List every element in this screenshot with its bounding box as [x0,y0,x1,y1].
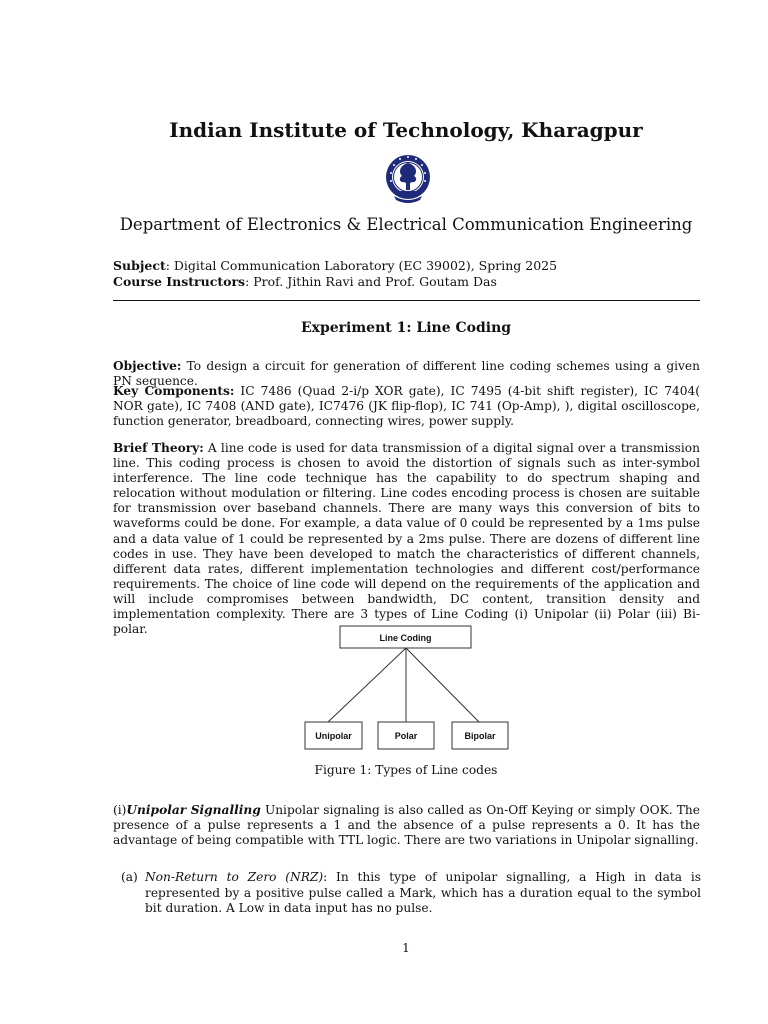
instructors-line [113,274,557,290]
components-paragraph [113,384,700,429]
instructors-label: Course Instructors [113,274,246,289]
theory-text: A line code is used for data transmission of a digital signal over a transmission line. This coding process is chosen to avoid the distortion of signals such as inter-symbol interference. The line code technique has the capability to do spectrum shaping and relocation without modulation or filtering. Line codes encoding process is chosen are suitable for transmission over baseband channels. There are many ways this conversion of bits to waveforms could be done. For example, a data value of 0 could be represented by a 1ms pulse and a data value of 1 could be represented by a 2ms pulse. There are dozens of different line codes in use. They have been developed to match the characteristics of different channels, different data rates, different implementation technologies and different cost/performance requirements. The choice of line code will depend on the requirements of the application and will include compromises between bandwidth, DC content, transition density and implementation complexity. There are 3 types of Line Coding (i) Unipolar (ii) Polar (iii) Bi-polar. [113,441,700,637]
iit-kharagpur-emblem-icon [384,150,432,204]
node-line-coding-label: Line Coding [379,633,432,643]
components-label: Key Components: [113,384,235,398]
objective-label: Objective: [113,359,182,373]
node-unipolar-label: Unipolar [315,731,352,741]
unipolar-paragraph [113,803,700,848]
theory-label: Brief Theory: [113,441,204,455]
objective-text: To design a circuit for generation of different line coding schemes using a given PN sequence. [113,359,700,389]
department-title: Department of Electronics & Electrical Communication Engineering [119,215,693,234]
node-polar-label: Polar [394,731,418,741]
nrz-text: : In this type of unipolar signalling, a High in data is represented by a positive pulse called a Mark, which has a duration equal to the symbol bit duration. A Low in data input has no pulse. [145,870,701,915]
line-coding-diagram [303,624,511,752]
subject-value: : Digital Communication Laboratory (EC 39002), Spring 2025 [165,258,558,273]
horizontal-divider [113,300,700,301]
theory-paragraph [113,441,700,637]
experiment-title: Experiment 1: Line Coding [300,320,512,336]
list-item-body [145,870,701,917]
unipolar-text: Unipolar signaling is also called as On-Off Keying or simply OOK. The presence of a pulse represents a 1 and the absence of a pulse represents a 0. It has the advantage of being compatible with TTL logic. There are two variations in Unipolar signalling. [113,803,700,848]
subject-label: Subject [113,258,166,273]
connector-to-unipolar [328,648,406,722]
unipolar-heading: Unipolar Signalling [126,803,261,817]
list-item [121,870,701,917]
unipolar-prefix: (i) [113,803,127,817]
institute-title: Indian Institute of Technology, Kharagpur [169,118,643,142]
connector-to-bipolar [406,648,479,722]
list-item-label: (a) [121,870,138,884]
components-text: IC 7486 (Quad 2-i/p XOR gate), IC 7495 (4-bit shift register), IC 7404( NOR gate), IC 7408 (AND gate), IC7476 (JK flip-flop), IC 741 (Op-Amp), ), digital oscilloscope, function generator, breadboard, connecting wires, power supply. [113,384,700,429]
node-bipolar-label: Bipolar [464,731,496,741]
subject-line [113,258,557,274]
figure-caption: Figure 1: Types of Line codes [314,763,498,777]
page-number: 1 [402,941,410,955]
instructors-value: : Prof. Jithin Ravi and Prof. Goutam Das [245,274,497,289]
nrz-term: Non-Return to Zero (NRZ) [145,870,324,884]
course-meta [113,258,557,290]
